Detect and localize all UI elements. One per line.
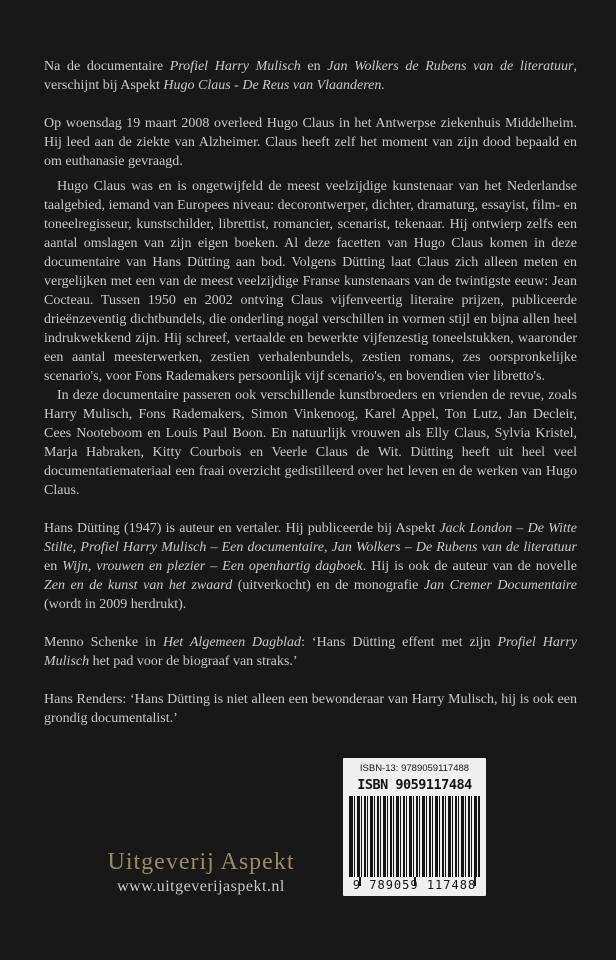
blurb-paragraph-author-bio: Hans Dütting (1947) is auteur en vertaler. Hij publiceerde bij Aspekt Jack London – De Witte Stilte, Profiel Harry Mulisch – Een documentaire, Jan Wolkers – De Rubens van de literatuur en Wijn, vrouwen en plezier – Een openhartig dagboek. Hij is ook de auteur van de novelle Zen en de kunst van het zwaard (uitverkocht) en de monografie Jan Cremer Documentaire (wordt in 2009 herdrukt). bbox=[44, 521, 578, 612]
publisher-website: www.uitgeverijaspekt.nl bbox=[117, 878, 285, 895]
barcode-bars bbox=[349, 796, 480, 877]
blurb-paragraph-career: Hugo Claus was en is ongetwijfeld de meest veelzijdige kunstenaar van het Nederlandse taalgebied, iemand van Europees niveau: decorontwerper, dichter, dramaturg, essayist, film- en toneelregisseur, kunstschilder, librettist, romancier, scenarist, tekenaar. Hij ontwierp zelfs een aantal omslagen van zijn eigen boeken. Al deze facetten van Hugo Claus komen in deze documentaire van Hans Dütting aan bod. Volgens Dütting laat Claus zich alleen meten en vergelijken met een van de meest veelzijdige Franse kunstenaars van de twintigste eeuw: Jean Cocteau. Tussen 1950 en 2002 ontving Claus vijfenveertig literaire prijzen, publiceerde drieënzeventig dichtbundels, die onderling nogal verschillen in vormen stijl en bijna allen heel indrukwekkend zijn. Hij schreef, vertaalde en bewerkte vijfenzestig toneelstukken, waaronder een aantal meesterwerken, zestien verhalenbundels, zestien romans, zes oorspronkelijke scenario's, voor Fons Rademakers persoonlijk vijf scenario's, en bovendien vier libretto's. bbox=[44, 179, 577, 384]
isbn-barcode bbox=[343, 758, 486, 896]
blurb-paragraph-quote-renders: Hans Renders: ‘Hans Dütting is niet alleen een bewonderaar van Harry Mulisch, hij is ook een grondig documentalist.’ bbox=[44, 692, 577, 726]
blurb-paragraph-quote-schenke: Menno Schenke in Het Algemeen Dagblad: ‘Hans Dütting effent met zijn Profiel Harry Mulisch het pad voor de biograaf van straks.’ bbox=[44, 635, 578, 669]
blurb-paragraph-friends: In deze documentaire passeren ook verschillende kunstbroeders en vrienden de revue, zoals Harry Mulisch, Fons Rademakers, Simon Vinkenoog, Karel Appel, Ton Lutz, Jan Decleir, Cees Nooteboom en Louis Paul Boon. En natuurlijk vrouwen als Elly Claus, Sylvia Kristel, Marja Habraken, Kitty Courbois en Veerle Claus de Wit. Dütting heeft uit heel veel documentatiemateriaal een fraai overzicht gedistilleerd over het leven en de werken van Hugo Claus. bbox=[44, 388, 577, 498]
publisher-block bbox=[40, 849, 362, 896]
back-cover-blurb bbox=[44, 57, 577, 728]
blurb-paragraph-intro: Na de documentaire Profiel Harry Mulisch en Jan Wolkers de Rubens van de literatuur, verschijnt bij Aspekt Hugo Claus - De Reus van Vlaanderen. bbox=[44, 59, 577, 93]
blurb-paragraph-death: Op woensdag 19 maart 2008 overleed Hugo Claus in het Antwerpse ziekenhuis Middelheim. Hij leed aan de ziekte van Alzheimer. Claus heeft zelf het moment van zijn dood bepaald en om euthanasie gevraagd. bbox=[44, 116, 577, 169]
barcode-digits: 9 789059 117488 bbox=[349, 877, 480, 892]
publisher-name: Uitgeverij Aspekt bbox=[107, 849, 295, 875]
isbn13-text: ISBN-13: 9789059117488 bbox=[359, 763, 470, 774]
isbn10-text: ISBN 9059117484 bbox=[357, 777, 472, 793]
